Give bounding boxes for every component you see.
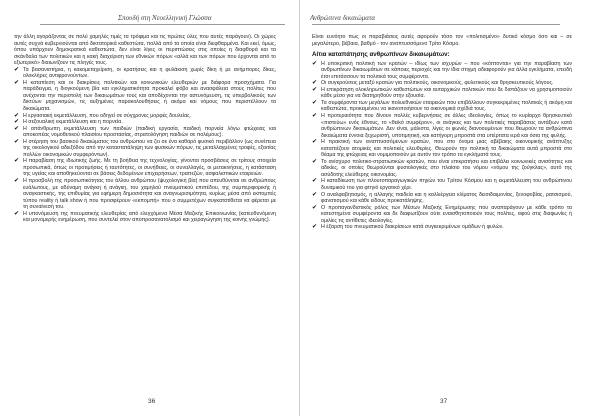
checkmark-icon: ✔ (312, 204, 318, 211)
list-item: ✔ Η έξαρση του πνευματικού διακρίσεων κατά συγκεκριμένων ομάδων ή φυλών. (312, 224, 504, 231)
left-body (14, 34, 276, 224)
list-item: ✔ Τα συμφέροντα των μεγάλων πολυεθνικών εταιρειών που επιβάλλουν συγκεκριμένες πολιτικές ή ακόμη και καθεστώτα, προκειμένου να ικανοποιήσουν τα οικονομικά σχέδιά τους. (312, 99, 572, 113)
checkmark-icon: ✔ (14, 210, 20, 217)
checkmark-icon: ✔ (312, 99, 318, 106)
checkmark-icon: ✔ (312, 191, 318, 198)
section-heading: Αίτια καταπάτησης ανθρωπίνων δικαιωμάτων: (312, 51, 450, 59)
checkmark-icon: ✔ (312, 80, 318, 87)
right-intro-paragraph: Είναι ευνόητο πως οι παραβιάσεις αυτές αφορούν τόσο τον «πολιτισμένο» δυτικό κόσμο όσο και – σε μεγαλύτερο, βέβαια, βαθμό - τον αναπτυσσόμενο Τρίτο Κόσμο. (312, 34, 572, 47)
list-item: ✔ Η υποκριτική πολιτική των κρατών – ιδίως των ισχυρών – που «κόπτονται» για την παραβίαση των ανθρωπίνων δικαιωμάτων σε κάποιες περιοχές και την ίδια στιγμή αδιαφορούν για άλλα εγκλήματα, επειδή έτσι επιτάσσουν τα πολιτικά τους συμφέροντα. (312, 60, 572, 80)
list-item: ✔ Οι συγκρούσεις μεταξύ κρατών για πολιτικούς, οικονομικούς, φυλετικούς και θρησκευτικούς λόγους. (312, 80, 554, 87)
left-page-number: 36 (148, 398, 156, 405)
right-header-rule (312, 24, 560, 25)
checkmark-icon: ✔ (14, 79, 20, 86)
list-item: ✔ Η καταδίκωση των πλουτοπαραγωγικών πηγών του Τρίτου Κόσμου και η εκμετάλλευση του ανθρώπινου δυναμικού του για φτηνό εργατικό χέρι. (312, 178, 572, 192)
checkmark-icon: ✔ (14, 119, 20, 126)
left-intro-paragraph: την άλλη αγοράζοντας σε πολύ χαμηλές τιμές τα τρόφιμα και τις πρώτες ύλες που αυτές παράγουν). Οι χώρες αυτές συχνά κυβερνιούνται από δικτατορικά καθεστώτα, πολλά από τα οποία είναι διεφθαρμένα. Και εκεί, όμως, όπου υπάρχουν δημοκρατικά καθεστώτα, δεν είναι λίγες οι περιπτώσεις στις οποίες η διαφθορά και τα σκάνδαλα των πολιτικών και η κακή διαχείριση των εθνικών πόρων «αλλά και των πόρων που έρχονται από το εξωτερικό» διαιωνίζουν τις πληγές τους. (14, 34, 276, 67)
checkmark-icon: ✔ (312, 158, 318, 165)
checkmark-icon: ✔ (14, 138, 20, 145)
left-running-head: Σπουδή στη Νεοελληνική Γλώσσα (118, 14, 212, 22)
right-running-head: Ανθρώπινα δικαιώματα (310, 14, 376, 22)
checkmark-icon: ✔ (312, 139, 318, 146)
right-page (300, 0, 600, 416)
list-item: ✔ Το ανίσχυρο πολιτικο-στρατιωτικών κρατών, που είναι επικρατήσει και επιβάλει κοινωνικές ανισότητες και αδικίες, οι οποίες θεωρούνται φυσιολογικές στο πλαίσιο του νόμου «νόμου της ζούγκλας», αυτό της ασύδοτης ελεύθερης οικονομίας. (312, 158, 572, 178)
list-item: ✔ Η απάνθρωπη εκμετάλλευση των παιδιών (παιδική εργασία, παιδική πορνεία λόγω φτώχειας και αποκοπέας νομοθετικού πλαισίου προστασίας, στρατολόγηση παιδιών σε πολέμους). (14, 125, 276, 139)
checkmark-icon: ✔ (14, 125, 20, 132)
checkmark-icon: ✔ (312, 113, 318, 120)
list-item: ✔ Η στέρηση του βασικού δικαιώματος του ανθρώπου να ζει σε ένα καθαρό φυσικό περιβάλλον (ως συνέπεια της οικολογικού αδιεξόδου από την καταστατάληψη των φυσικών πόρων, τις μεταλλαγμένες τροφές, εξαιτίας πολλών οικονομικών συμφερόντων). (14, 138, 276, 158)
list-item: ✔ Τα βασανιστήρια, η κακομεταχείριση, οι κρατήσεις και η φυλάκιση χωρίς δίκη ή με ανήμπορες δίκες, ολοκλήρες αντιφρονούντων. (14, 66, 276, 80)
left-header-rule (40, 24, 285, 25)
list-item: ✔ Η καταπίεση και οι διακρίσεις πολιτικών και κοινωνικών ελευθεριών με διάφορα προσχήματα. Για παράδειγμα, η διογκούμενη βία και εγκληματικότητα προκαλεί φόβο και ανασφάλεια στους πολίτες που ανέχονται την περιστολή των δικαιωμάτων τους και αποδέχονται την αστυνόμευση, τις υπερβολικούς των δικτύων μηχανισμών, τις αυξημένες παρακολουθήσεις ή ακόμα και νόμους που περιστέλλουν τα δικαιώματα. (14, 79, 276, 113)
checkmark-icon: ✔ (14, 158, 20, 165)
list-item: ✔ Η προσβολή της προσωπικότητας του άλλου ανθρώπου (ψυχολογική βία) που απευθύνεται σε ανθρώπους ευάλωτους, με αδύναμη ανάγκη ή ανάγκη, του χαμηλού πνευματικού επιπέδου, της συμπεριφορικής ή αναγκαστικής, της επιθυμίας για εφήμερη δημοσιότητα και αναγνωρισιμότητα, κυρίως μέσα από εκπομπές τύπου reality ή talk show ή που προσφέρουν «εκπομπή» που ο συμμετέχων συγκατατίθεται να φέρεται με τη συναίνεσή του. (14, 178, 276, 211)
list-item: ✔ Η σεξουαλική εκμετάλλευση και η πορνεία. (14, 119, 123, 126)
list-item: ✔ Ο αναλφαβητισμός, η αλλαγής παιδεία και η καλλιέργεια κλίματος δεισιδαιμονίας, ξενοφοβίας, ρατσισμού, φανατισμού και κάθε είδους προκατάληψης. (312, 191, 572, 205)
list-item: ✔ Ο προπαγανδιστικός ρόλος των Μέσων Μαζικής Ενημέρωσης που αναπαράγουν με κάθε τρόπο τα κατεστημένα συμφέροντα και δε διαφωτίζουν ούτε εναισθητοποιούν τους πολίτες, αφού στις διαφωνίες ή ομιλίες τις αντίθετες ιδεολογίες. (312, 204, 572, 224)
checkmark-icon: ✔ (312, 224, 318, 231)
list-item: ✔ Η προτεραιότητα που δίνουν πολλές κυβερνήσεις σε άλλες ιδεολογίες, όπως το κυρίαρχο θρησκευτικό «πιστεύω» ενός έθνους, το «θεϊκό συμφέρον», οι ανάγκες και των πολιτικές παραβάσεις αντάξιων κατά ανθρώπινων δικαιωμάτων. Δεν είναι, μάλιστα, λίγες οι φωνές διανοουμένων που θεωρούν τα ανθρώπινα δικαιώματα έννοια ξεχωριστή, υποτιμητική, και κατήγορη μπροστά στα υπέρτατα ιερά και όσια της φυλής. (312, 113, 572, 139)
checkmark-icon: ✔ (14, 178, 20, 185)
right-body (312, 34, 572, 231)
right-page-number: 37 (440, 398, 448, 405)
list-item: ✔ Η παραβίαση της ιδιωτικής ζωής. Με τη βοήθεια της τεχνολογίας, γίνονται προσβάσεις σε τρίτους στοιχεία προσωπικά, όπως οι προτιμήσεις ή ταυτότητες, οι συνήθειες, οι συναλλαγές, οι μετακινήσεις, η κατάσταση της υγείας και αποθηκεύονται σε βάσεις δεδομένων επιχειρήσεων, τραπεζών, ασφαλιστικών εταιρειών. (14, 158, 276, 178)
list-item: ✔ Η εργασιακή εκμετάλλευση, που οδηγεί σε σύγχρονες μορφές δουλείας. (14, 112, 192, 119)
checkmark-icon: ✔ (312, 60, 318, 67)
list-item: ✔ Η επικράτηση ολοκληρωτικών καθεστώτων και αυταρχικών πολιτικών που δε διστάζουν να χρησιμοποιούν κάθε μέσο για να διατηρηθούν στην εξουσία. (312, 86, 572, 100)
checkmark-icon: ✔ (14, 112, 20, 119)
checkmark-icon: ✔ (312, 86, 318, 93)
checkmark-icon: ✔ (312, 178, 318, 185)
checkmark-icon: ✔ (14, 66, 20, 73)
list-item: ✔ Η υπονόμευση της πνευματικής ελευθερίας από ελεγχόμενα Μέσα Μαζικής Επικοινωνίας (κατευθυνόμενη και μονομερής ενημέρωση, που συντελεί στον αποπροσανατολισμό και χειραγώγηση της κοινής γνώμης). (14, 210, 276, 224)
list-item: ✔ Η πρακτική των αναπτυσσόμενων κρατών, που στο όνομα μιας αβέβαιης οικονομικής ανάπτυξης καταπιέζουν ατομικές και πολιτικές ελευθερίες. Θεωρούν την πολιτική τα δικαιώματα αυτά μπροστά στο θέαμα της φτώχειας και νομιμοποιούν με αυτόν τον τρόπο τα εγκλήματά τους. (312, 139, 572, 159)
